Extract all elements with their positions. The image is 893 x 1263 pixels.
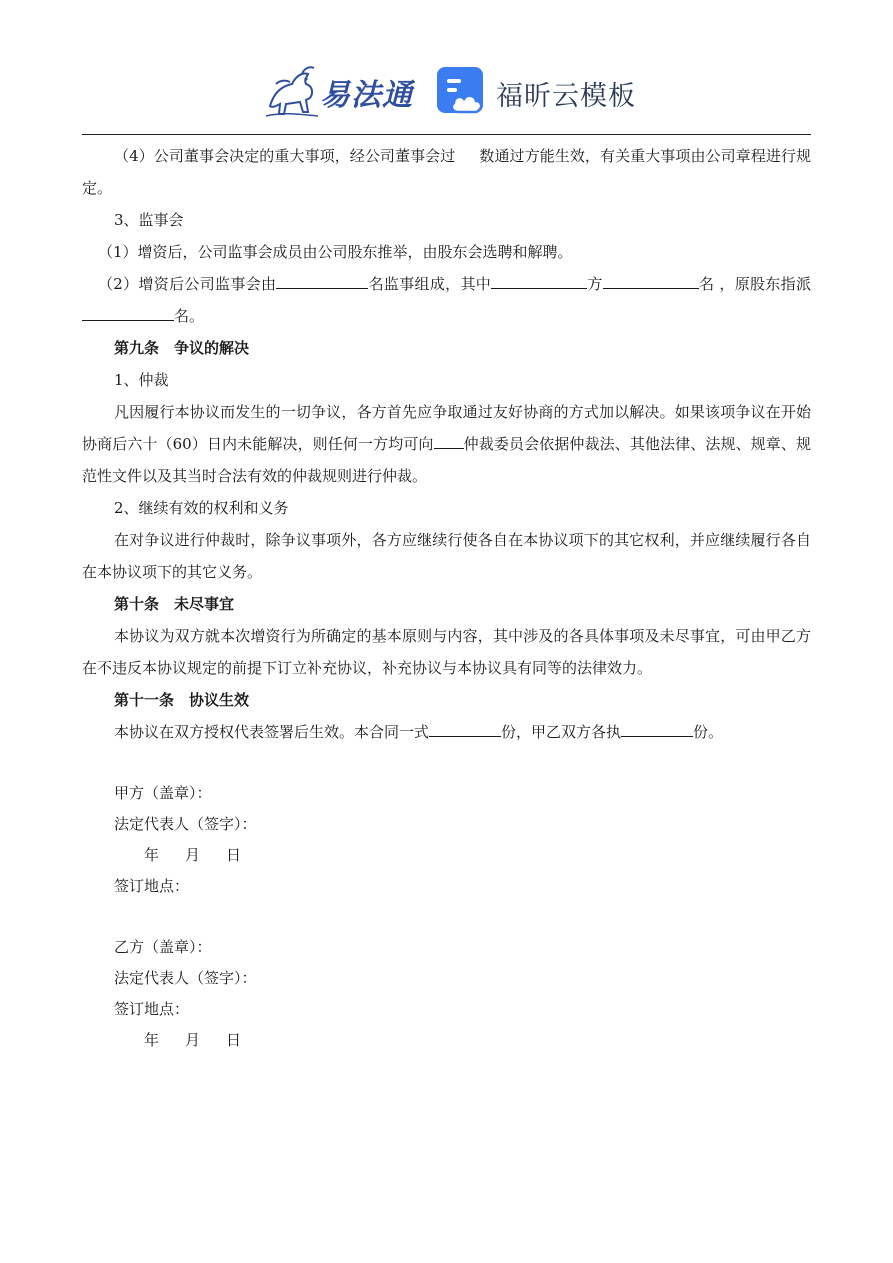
- party-b-date: [82, 1025, 811, 1056]
- party-a-place: 签订地点：: [114, 877, 190, 895]
- day-label: 日: [226, 1031, 242, 1049]
- fill-blank[interactable]: [603, 272, 699, 289]
- month-label: 月: [185, 1031, 201, 1049]
- text: （2）增资后公司监事会由: [98, 275, 277, 293]
- document-body: [82, 140, 811, 1056]
- paragraph-effectiveness: [82, 716, 811, 748]
- paragraph-supervisors-2: [82, 268, 811, 332]
- paragraph-outstanding-matters: 本协议为双方就本次增资行为所确定的基本原则与内容，其中涉及的各具体事项及未尽事宜，可由甲乙方在不违反本协议规定的前提下订立补充协议，补充协议与本协议具有同等的法律效力。: [82, 627, 811, 677]
- text: 份。: [693, 723, 724, 741]
- party-a-seal: 甲方（盖章）：: [114, 784, 212, 802]
- party-b-seal: 乙方（盖章）：: [114, 938, 212, 956]
- article-10-heading: 第十条 未尽事宜: [114, 595, 235, 613]
- text: 方: [587, 275, 603, 293]
- text: 凡因履行本协议而发生的一切争议，各方首先应争取通过友好协商的方式加以解决。如果该项争议在开始协商后六十（60）日内未能解决，则任何一方均可向: [82, 403, 811, 453]
- text: 名 ，原股东指派: [698, 275, 811, 293]
- fill-blank[interactable]: [276, 272, 368, 289]
- spacer: [82, 748, 811, 778]
- fill-blank[interactable]: [429, 720, 501, 737]
- spacer: [82, 902, 811, 932]
- party-b-place: 签订地点：: [114, 1000, 190, 1018]
- page-header: [0, 58, 893, 126]
- fill-blank[interactable]: [621, 720, 693, 737]
- day-label: 日: [226, 846, 242, 864]
- foxit-template-logo-text: 福昕云模板: [496, 81, 636, 112]
- article-11-heading: 第十一条 协议生效: [114, 691, 250, 709]
- text: 名监事组成，其中: [368, 275, 492, 293]
- month-label: 月: [185, 846, 201, 864]
- text: （4）公司董事会决定的重大事项，经公司董事会过: [114, 147, 456, 165]
- text: 数通过方能生效，有关重大事项由公司章程进行规定。: [82, 147, 811, 197]
- paragraph-arbitration: [82, 396, 811, 492]
- text: 本协议在双方授权代表签署后生效。本合同一式: [114, 723, 430, 741]
- fill-blank[interactable]: [491, 272, 587, 289]
- qilin-icon: [262, 62, 322, 122]
- text: 仲裁委员会依据仲裁法、其他法律、法规、规章、规范性文件以及其当时合法有效的仲裁规则进行仲裁。: [82, 435, 811, 485]
- party-a-representative: 法定代表人（签字）：: [114, 815, 257, 833]
- paragraph-board-decisions: [82, 140, 811, 204]
- article-9-item-2: 2、继续有效的权利和义务: [114, 499, 289, 517]
- fill-blank[interactable]: [434, 432, 464, 449]
- cloud-doc-icon: [436, 66, 488, 118]
- paragraph-supervisors-1: （1）增资后，公司监事会成员由公司股东推举，由股东会选聘和解聘。: [98, 243, 573, 261]
- yifatong-logo: [262, 62, 422, 122]
- year-label: 年: [144, 846, 160, 864]
- yifatong-logo-text: 易法通: [320, 78, 413, 113]
- text: 名。: [174, 307, 205, 325]
- header-divider: [82, 134, 811, 135]
- text: 份，甲乙双方各执: [501, 723, 622, 741]
- party-a-date: [82, 840, 811, 871]
- fill-blank[interactable]: [82, 304, 174, 321]
- paragraph-continuing-rights: 在对争议进行仲裁时，除争议事项外，各方应继续行使各自在本协议项下的其它权利，并应继续履行各自在本协议项下的其它义务。: [82, 531, 811, 581]
- party-b-representative: 法定代表人（签字）：: [114, 969, 257, 987]
- article-9-heading: 第九条 争议的解决: [114, 339, 250, 357]
- article-9-item-1: 1、仲裁: [114, 371, 169, 389]
- section-supervisors: 3、监事会: [114, 211, 184, 229]
- year-label: 年: [144, 1031, 160, 1049]
- foxit-template-logo: [436, 66, 646, 118]
